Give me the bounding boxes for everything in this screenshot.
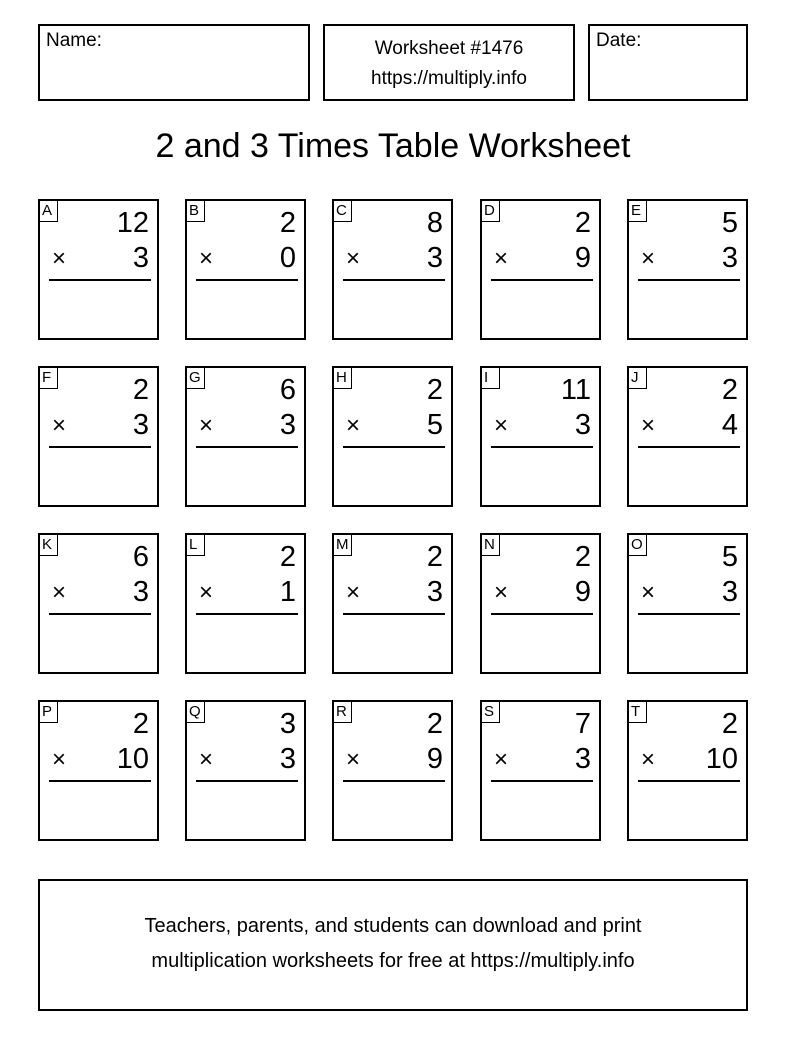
answer-line [638, 279, 740, 281]
multiplicand: 6 [279, 374, 296, 406]
problem-card[interactable] [332, 366, 453, 507]
page-title: 2 and 3 Times Table Worksheet [155, 127, 631, 165]
name-field-box[interactable] [38, 24, 310, 101]
answer-line [343, 446, 445, 448]
problem-letter: B [186, 200, 205, 222]
problem-letter: A [39, 200, 58, 222]
problem-letter: D [481, 200, 500, 222]
times-sign: × [494, 245, 509, 272]
problem-letter: G [186, 367, 205, 389]
times-sign: × [641, 245, 656, 272]
multiplicand: 2 [574, 541, 591, 573]
answer-line [49, 780, 151, 782]
multiplier: 3 [132, 242, 149, 274]
problem-card[interactable] [627, 700, 748, 841]
times-sign: × [641, 746, 656, 773]
answer-line [49, 613, 151, 615]
answer-line [638, 613, 740, 615]
problem-letter: J [628, 367, 647, 389]
multiplicand: 7 [574, 708, 591, 740]
times-sign: × [494, 412, 509, 439]
problem-card[interactable] [627, 533, 748, 674]
problem-card[interactable] [332, 700, 453, 841]
answer-line [491, 446, 593, 448]
times-sign: × [494, 579, 509, 606]
multiplier: 3 [132, 409, 149, 441]
multiplier: 3 [279, 409, 296, 441]
problem-card[interactable] [38, 366, 159, 507]
problem-letter: S [481, 701, 500, 723]
times-sign: × [199, 245, 214, 272]
multiplier: 9 [574, 242, 591, 274]
problem-card[interactable] [185, 199, 306, 340]
multiplicand: 2 [721, 708, 738, 740]
answer-line [196, 446, 298, 448]
answer-line [491, 780, 593, 782]
multiplier: 5 [426, 409, 443, 441]
multiplier: 1 [279, 576, 296, 608]
multiplicand: 12 [116, 207, 149, 239]
problem-letter: E [628, 200, 647, 222]
times-sign: × [52, 245, 67, 272]
problem-letter: C [333, 200, 352, 222]
problem-card[interactable] [38, 700, 159, 841]
times-sign: × [641, 412, 656, 439]
multiplier: 4 [721, 409, 738, 441]
name-label: Name: [46, 30, 102, 51]
problem-letter: I [481, 367, 500, 389]
date-label: Date: [596, 30, 642, 51]
multiplier: 3 [426, 242, 443, 274]
multiplicand: 5 [721, 541, 738, 573]
answer-line [638, 780, 740, 782]
problem-letter: O [628, 534, 647, 556]
problem-card[interactable] [480, 199, 601, 340]
times-sign: × [641, 579, 656, 606]
times-sign: × [346, 412, 361, 439]
answer-line [49, 446, 151, 448]
problem-letter: T [628, 701, 647, 723]
answer-line [196, 613, 298, 615]
multiplier: 3 [574, 409, 591, 441]
multiplier: 3 [574, 743, 591, 775]
multiplier: 9 [574, 576, 591, 608]
problem-letter: Q [186, 701, 205, 723]
problem-card[interactable] [627, 199, 748, 340]
multiplicand: 6 [132, 541, 149, 573]
problem-letter: N [481, 534, 500, 556]
problem-letter: H [333, 367, 352, 389]
times-sign: × [52, 412, 67, 439]
multiplicand: 11 [560, 374, 591, 406]
worksheet-info-box [323, 24, 575, 101]
problem-letter: L [186, 534, 205, 556]
multiplicand: 2 [132, 374, 149, 406]
times-sign: × [52, 746, 67, 773]
multiplicand: 2 [279, 207, 296, 239]
multiplier: 3 [279, 743, 296, 775]
times-sign: × [346, 746, 361, 773]
answer-line [343, 613, 445, 615]
worksheet-number: Worksheet #1476 [374, 38, 524, 59]
problem-card[interactable] [185, 366, 306, 507]
multiplicand: 2 [279, 541, 296, 573]
date-field-box[interactable] [588, 24, 748, 101]
problem-card[interactable] [480, 533, 601, 674]
problem-card[interactable] [480, 366, 601, 507]
multiplicand: 2 [426, 374, 443, 406]
worksheet-url: https://multiply.info [371, 68, 527, 89]
answer-line [638, 446, 740, 448]
answer-line [49, 279, 151, 281]
multiplicand: 2 [132, 708, 149, 740]
times-sign: × [199, 579, 214, 606]
multiplier: 10 [116, 743, 149, 775]
multiplier: 3 [426, 576, 443, 608]
times-sign: × [346, 579, 361, 606]
problem-card[interactable] [332, 199, 453, 340]
multiplicand: 2 [721, 374, 738, 406]
problem-card[interactable] [185, 700, 306, 841]
answer-line [491, 279, 593, 281]
multiplier: 10 [705, 743, 738, 775]
problem-card[interactable] [185, 533, 306, 674]
multiplicand: 2 [574, 207, 591, 239]
problem-card[interactable] [38, 533, 159, 674]
times-sign: × [199, 412, 214, 439]
times-sign: × [52, 579, 67, 606]
problem-card[interactable] [627, 366, 748, 507]
problem-card[interactable] [480, 700, 601, 841]
answer-line [196, 780, 298, 782]
answer-line [343, 780, 445, 782]
problem-card[interactable] [332, 533, 453, 674]
problem-letter: K [39, 534, 58, 556]
footer-line-1: Teachers, parents, and students can download and print [144, 915, 642, 937]
multiplier: 3 [721, 242, 738, 274]
problem-letter: R [333, 701, 352, 723]
answer-line [196, 279, 298, 281]
answer-line [491, 613, 593, 615]
problem-letter: M [333, 534, 352, 556]
times-sign: × [346, 245, 361, 272]
multiplicand: 2 [426, 541, 443, 573]
multiplicand: 3 [279, 708, 296, 740]
multiplier: 3 [132, 576, 149, 608]
multiplier: 0 [279, 242, 296, 274]
multiplier: 9 [426, 743, 443, 775]
problem-letter: F [39, 367, 58, 389]
times-sign: × [199, 746, 214, 773]
times-sign: × [494, 746, 509, 773]
footer-box [38, 879, 748, 1011]
answer-line [343, 279, 445, 281]
multiplicand: 2 [426, 708, 443, 740]
multiplicand: 8 [426, 207, 443, 239]
problem-letter: P [39, 701, 58, 723]
multiplier: 3 [721, 576, 738, 608]
footer-line-2: multiplication worksheets for free at https://multiply.info [151, 950, 635, 972]
problem-card[interactable] [38, 199, 159, 340]
multiplicand: 5 [721, 207, 738, 239]
